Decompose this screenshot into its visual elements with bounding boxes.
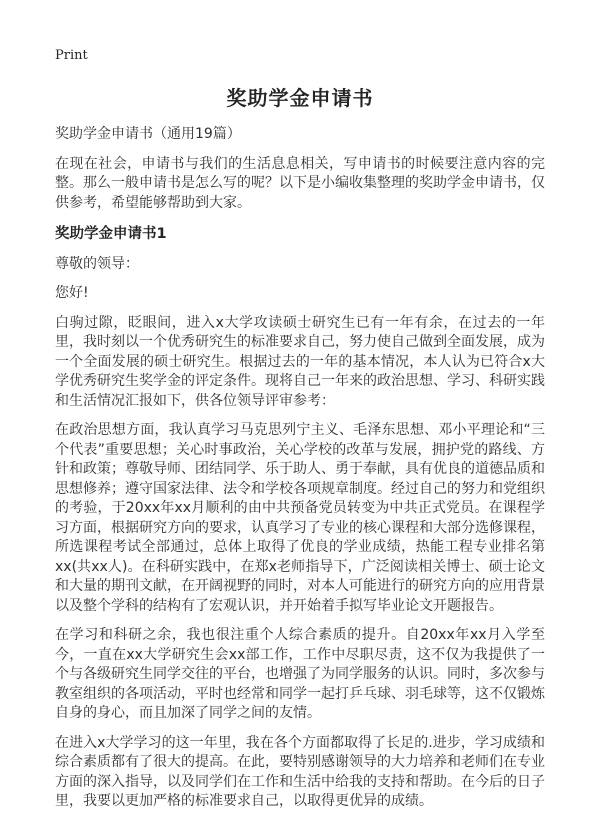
- section-heading: 奖助学金申请书1: [55, 226, 167, 242]
- greeting: 您好!: [55, 285, 89, 301]
- letter-paragraph: 在进入x大学学习的这一年里，我在各个方面都取得了长足的.进步，学习成绩和综合素质都有了很大的提高。在此，要特别感谢领导的大力培养和老师们在专业方面的深入指导，以及同学们在工作和生活中给我的支持和帮助。在今后的日子里，我要以更加严格的标准要求自己，以取得更优异的成绩。: [55, 734, 545, 809]
- page-title: 奖助学金申请书: [226, 86, 374, 110]
- intro-paragraph: 在现在社会，申请书与我们的生活息息相关，写申请书的时候要注意内容的完整。那么一般申请书是怎么写的呢？以下是小编收集整理的奖助学金申请书，仅供参考，希望能够帮助到大家。: [55, 155, 545, 211]
- print-link[interactable]: Print: [55, 48, 88, 63]
- letter-paragraph: 在政治思想方面，我认真学习马克思列宁主义、毛泽东思想、邓小平理论和“三个代表”重要思想；关心时事政治，关心学校的改革与发展，拥护党的路线、方针和政策；尊敬导师、团结同学、乐于助人、勇于奉献，具有优良的道德品质和思想修养；遵守国家法律、法令和学校各项规章制度。经过自己的努力和党组织的考验，于20xx年xx月顺利的由中共预备党员转变为中共正式党员。在课程学习方面，根据研究方向的要求，认真学习了专业的核心课程和大部分选修课程，所选课程考试全部通过，总体上取得了优良的学业成绩，热能工程专业排名第xx(共xx人)。在科研实践中，在郑x老师指导下，广泛阅读相关博士、硕士论文和大量的期刊文献，在开阔视野的同时，对本人可能进行的研究方向的应用背景以及整个学科的结构有了宏观认识，并开始着手拟写毕业论文开题报告。: [55, 422, 545, 614]
- letter-paragraph: 白驹过隙，眨眼间，进入x大学攻读硕士研究生已有一年有余，在过去的一年里，我时刻以一个优秀研究生的标准要求自己，努力使自己做到全面发展，成为一个全面发展的硕士研究生。根据过去的一年的基本情况，本人认为已符合x大学优秀研究生奖学金的评定条件。现将自己一年来的政治思想、学习、科研实践和生活情况汇报如下，供各位领导评审参考：: [55, 314, 545, 409]
- salutation: 尊敬的领导：: [55, 255, 139, 272]
- letter-paragraph: 在学习和科研之余，我也很注重个人综合素质的提升。自20xx年xx月入学至今，一直在xx大学研究生会xx部工作，工作中尽职尽责，这不仅为我提供了一个与各级研究生同学交往的平台，也增强了为同学服务的认识。同时，多次参与教室组织的各项活动，平时也经常和同学一起打乒乓球、羽毛球等，这不仅锻炼自身的身心，而且加深了同学之间的友情。: [55, 627, 545, 721]
- subtitle: 奖助学金申请书（通用19篇）: [55, 126, 241, 142]
